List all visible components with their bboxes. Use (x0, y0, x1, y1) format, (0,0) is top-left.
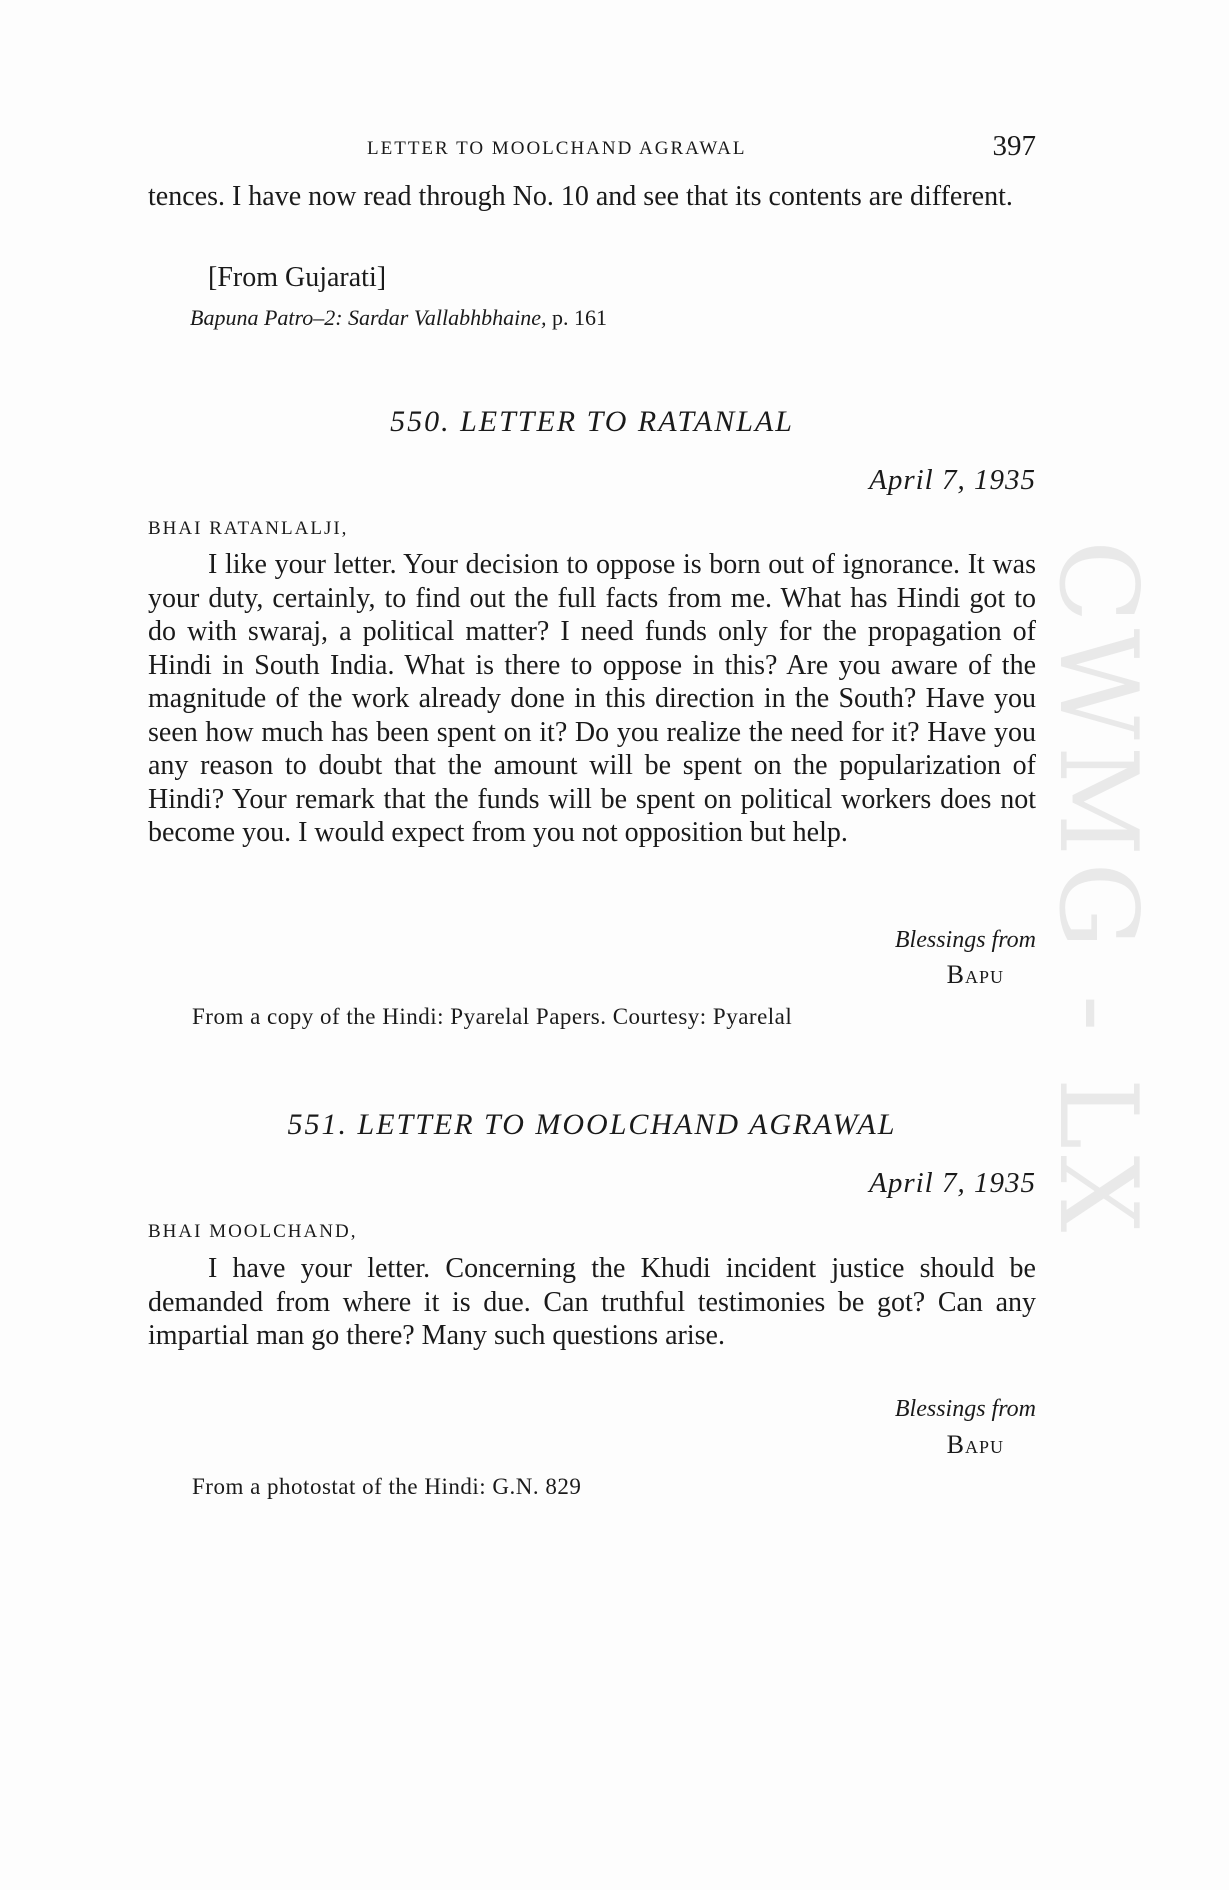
from-language-note: [From Gujarati] (208, 262, 387, 293)
page (148, 0, 1036, 1890)
source-citation (190, 305, 607, 331)
citation-page: p. 161 (546, 305, 607, 330)
letter-551-signature: Bapu (946, 1430, 1004, 1459)
letter-551-closing: Blessings from (894, 1396, 1036, 1422)
letter-551-source-note: From a photostat of the Hindi: G.N. 829 (192, 1474, 582, 1499)
watermark: CWMG - LX (1035, 540, 1160, 1239)
running-header (148, 130, 1036, 170)
letter-551-date: April 7, 1935 (869, 1167, 1036, 1199)
letter-550-title: 550. LETTER TO RATANLAL (390, 405, 794, 438)
letter-550-signature: Bapu (946, 960, 1004, 989)
letter-551-body (148, 1252, 1036, 1353)
citation-title: Bapuna Patro–2: Sardar Vallabhbhaine, (190, 305, 547, 330)
letter-550-paragraph: I like your letter. Your decision to oppose is born out of ignorance. It was your duty, certainly, to find out the full facts from me. What has Hindi got to do with swaraj, a political matter? I need funds only for the propagation of Hindi in South India. What is there to oppose in this? Are you aware of the magnitude of the work already done in this direction in the South? Have you seen how much has been spent on it? Do you realize the need for it? Have you any reason to doubt that the amount will be spent on the popularization of Hindi? Your remark that the funds will be spent on political workers does not become you. I would expect from you not opposition but help. (148, 549, 1036, 848)
continuation-paragraph: tences. I have now read through No. 10 and see that its contents are different. (148, 181, 1013, 212)
running-title: LETTER TO MOOLCHAND AGRAWAL (367, 138, 747, 159)
letter-550-date: April 7, 1935 (869, 464, 1036, 496)
letter-550-body (148, 548, 1036, 850)
letter-550-closing: Blessings from (894, 927, 1036, 953)
letter-550-source-note: From a copy of the Hindi: Pyarelal Papers. Courtesy: Pyarelal (192, 1004, 793, 1029)
continuation-text-block (148, 180, 1036, 214)
letter-551-title: 551. LETTER TO MOOLCHAND AGRAWAL (287, 1108, 897, 1141)
page-number: 397 (992, 130, 1036, 162)
letter-551-paragraph: I have your letter. Concerning the Khudi incident justice should be demanded from where it is due. Can truthful testimonies be got? Can any impartial man go there? Many such questions arise. (148, 1253, 1036, 1351)
letter-551-salutation: BHAI MOOLCHAND, (148, 1221, 358, 1242)
letter-550-salutation: BHAI RATANLALJI, (148, 518, 349, 539)
